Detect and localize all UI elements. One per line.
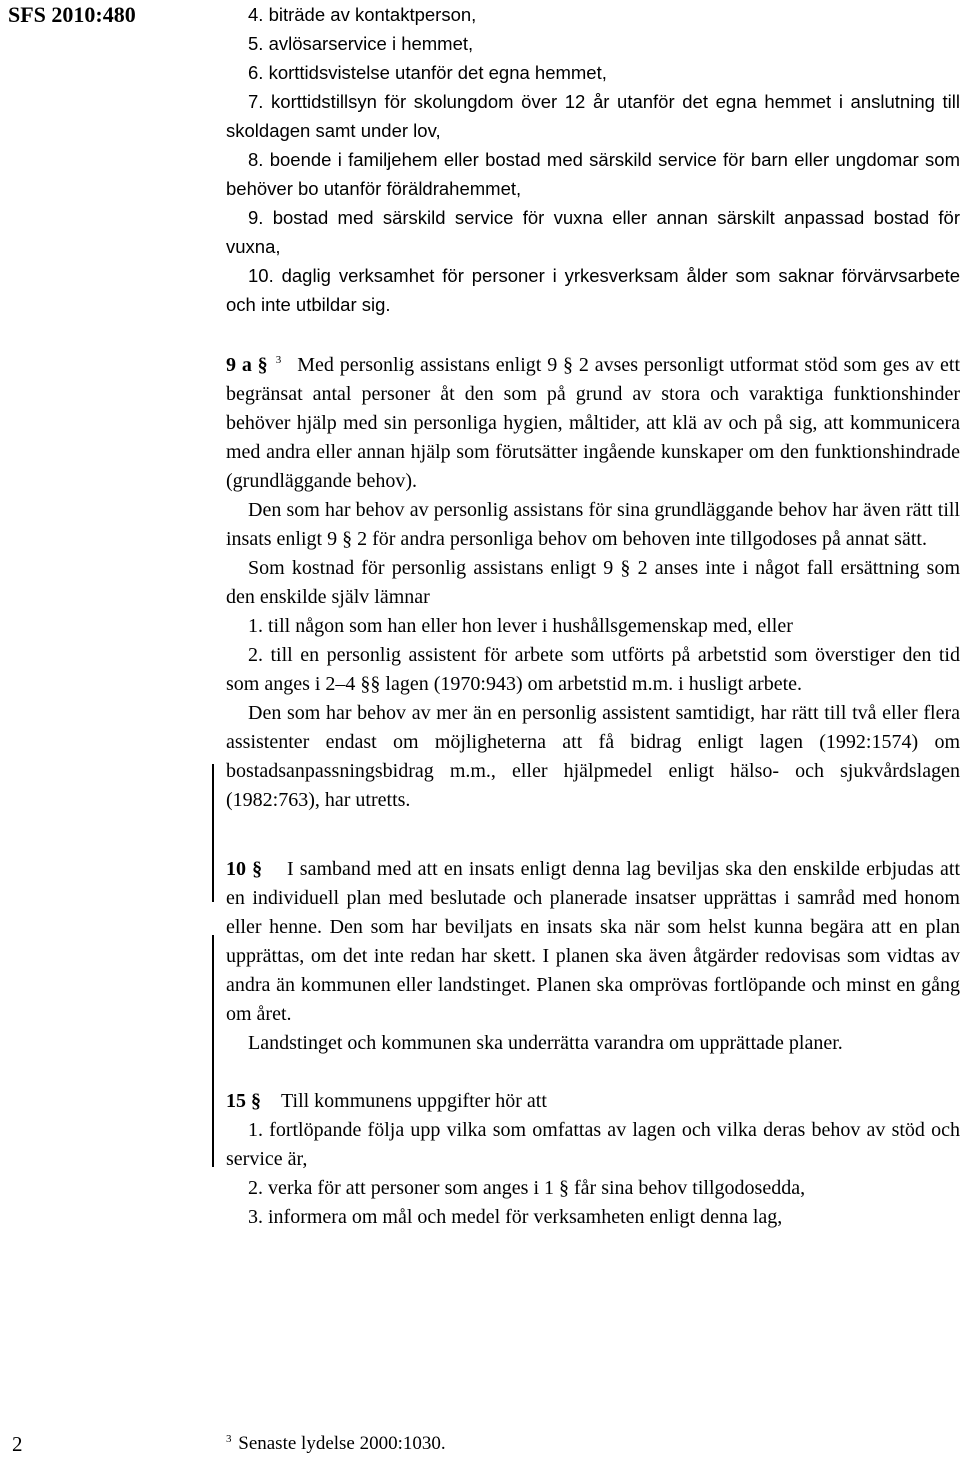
footnote-text: Senaste lydelse 2000:1030. xyxy=(238,1433,446,1454)
list-item: 10. daglig verksamhet för personer i yrkesverksam ålder som saknar förvärvsarbete och inte utbildar sig. xyxy=(226,265,960,315)
section-9a xyxy=(226,351,960,815)
change-marker-bar xyxy=(212,764,214,902)
list-item: 7. korttidstillsyn för skolungdom över 12 år utanför det egna hemmet i anslutning till skoldagen samt under lov, xyxy=(226,91,960,141)
section-15-item3: 3. informera om mål och medel för verksamheten enligt denna lag, xyxy=(248,1206,783,1228)
footnote-number: 3 xyxy=(226,1432,232,1445)
section-9a-p3: Som kostnad för personlig assistans enligt 9 § 2 anses inte i något fall ersättning som den enskilde själv lämnar xyxy=(226,557,960,608)
list-item: 4. biträde av kontaktperson, xyxy=(248,4,477,25)
section-9a-p1: Med personlig assistans enligt 9 § 2 avses personligt utformat stöd som ges av ett begränsat antal personer åt den som på grund av stora och varaktiga funktionshinder behöver hjälp med sin personliga hygien, måltider, att klä av och på sig, att kommunicera med andra eller annan hjälp som förutsätter ingående kunskaper om den funktionshindrade (grundläggande behov). xyxy=(226,354,960,492)
section-label-9a: 9 a § xyxy=(226,354,268,376)
section-label-15: 15 § xyxy=(226,1090,261,1112)
section-15 xyxy=(226,1087,960,1232)
page-number: 2 xyxy=(12,1432,23,1456)
sfs-number: SFS 2010:480 xyxy=(8,2,136,27)
section-10-p2: Landstinget och kommunen ska underrätta varandra om upprättade planer. xyxy=(248,1032,843,1054)
section-9a-item2: 2. till en personlig assistent för arbete som utförts på arbetstid som överstiger den tid som anges i 2–4 §§ lagen (1970:943) om arbetstid m.m. i husligt arbete. xyxy=(226,644,960,695)
section-15-item1: 1. fortlöpande följa upp vilka som omfattas av lagen och vilka deras behov av stöd och service är, xyxy=(226,1119,960,1170)
section-15-intro: Till kommunens uppgifter hör att xyxy=(281,1090,547,1112)
section-10 xyxy=(226,855,960,1058)
list-item: 6. korttidsvistelse utanför det egna hemmet, xyxy=(248,62,607,83)
change-marker-bar xyxy=(212,935,214,1167)
section-label-10: 10 § xyxy=(226,858,263,880)
section-9a-item1: 1. till någon som han eller hon lever i hushållsgemenskap med, eller xyxy=(248,615,793,637)
list-group-1 xyxy=(226,0,960,319)
list-item: 5. avlösarservice i hemmet, xyxy=(248,33,474,54)
document-body xyxy=(226,0,960,1232)
section-9a-p2: Den som har behov av personlig assistans för sina grundläggande behov har även rätt till insats enligt 9 § 2 för andra personliga behov om behoven inte tillgodoses på annat sätt. xyxy=(226,499,960,550)
list-item: 9. bostad med särskild service för vuxna eller annan särskilt anpassad bostad för vuxna, xyxy=(226,207,960,257)
section-10-p1: I samband med att en insats enligt denna lag beviljas ska den enskilde erbjudas att en individuell plan med beslutade och planerade insatser upprättas i samråd med honom eller henne. Den som har beviljats en insats ska när som helst kunna begära att en plan upprättas, om det inte redan har skett. I planen ska även åtgärder redovisas som vidtas av andra än kommunen eller landstinget. Planen ska omprövas fortlöpande och minst en gång om året. xyxy=(226,858,960,1025)
footnote xyxy=(226,1433,446,1455)
section-9a-p4: Den som har behov av mer än en personlig assistent samtidigt, har rätt till två eller flera assistenter endast om möjligheterna att få bidrag enligt lagen (1992:1574) om bostadsanpassningsbidrag m.m., eller hjälpmedel enligt hälso- och sjukvårdslagen (1982:763), har utretts. xyxy=(226,702,960,811)
footnote-ref: 3 xyxy=(275,354,282,367)
section-15-item2: 2. verka för att personer som anges i 1 § får sina behov tillgodosedda, xyxy=(248,1177,806,1199)
list-item: 8. boende i familjehem eller bostad med särskild service för barn eller ungdomar som behöver bo utanför föräldrahemmet, xyxy=(226,149,960,199)
